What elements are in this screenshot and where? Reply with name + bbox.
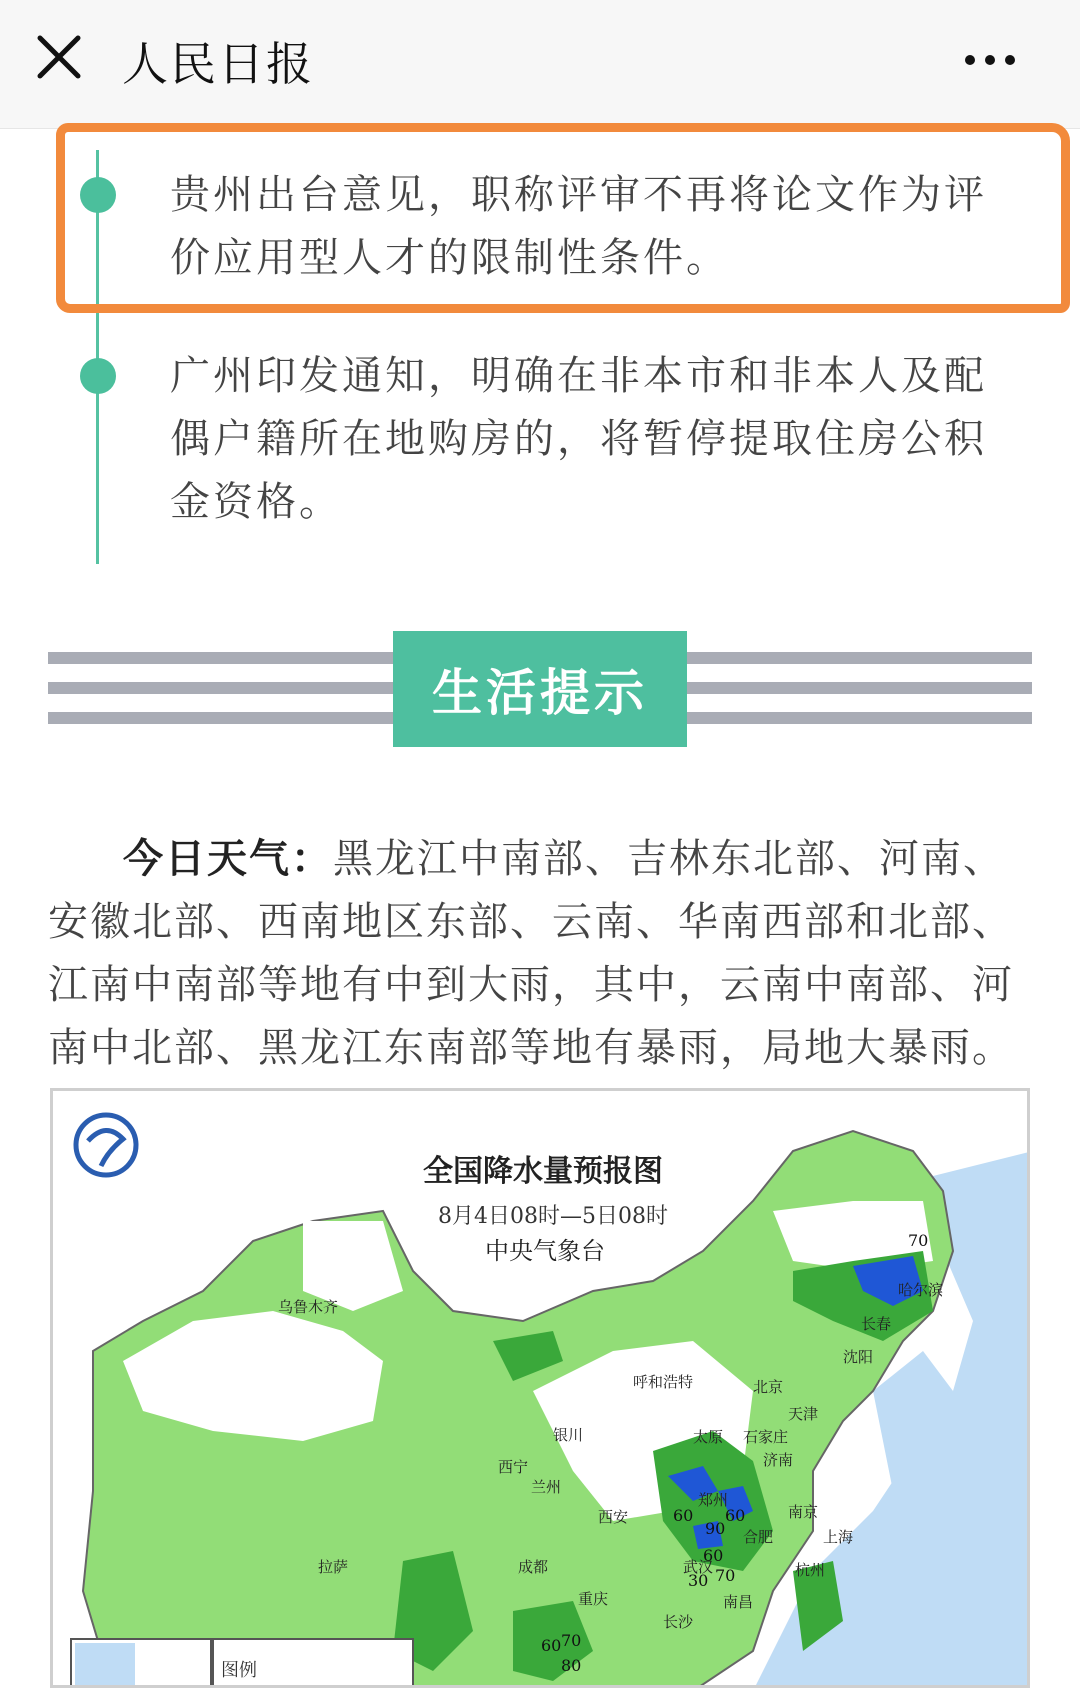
city-label: 南昌: [723, 1593, 754, 1611]
rain-value: 70: [561, 1631, 582, 1650]
city-label: 长春: [861, 1315, 892, 1333]
city-label: 天津: [788, 1405, 819, 1423]
weather-paragraph: [48, 828, 1032, 1080]
weather-label: 今日天气：: [123, 836, 333, 882]
rain-value: 60: [725, 1506, 746, 1525]
city-label: 西宁: [498, 1458, 529, 1476]
weather-text: 黑龙江中南部、吉林东北部、河南、安徽北部、西南地区东部、云南、华南西部和北部、江南中南部等地有中到大雨，其中，云南中南部、河南中北部、黑龙江东南部等地有暴雨，局地大暴雨。: [48, 836, 1014, 1071]
rain-value: 60: [541, 1636, 562, 1655]
city-label: 武汉: [683, 1558, 714, 1576]
map-legend-label: 图例: [221, 1660, 257, 1681]
rain-value: 60: [673, 1506, 694, 1525]
map-organization: 中央气象台: [485, 1237, 605, 1265]
precipitation-map: [50, 1088, 1030, 1688]
city-label: 银川: [553, 1426, 584, 1444]
city-label: 呼和浩特: [633, 1373, 694, 1391]
top-bar: [0, 0, 1080, 129]
city-label: 杭州: [795, 1561, 826, 1579]
city-label: 南京: [788, 1503, 819, 1521]
rain-value: 70: [715, 1566, 736, 1585]
rain-value: 30: [688, 1571, 709, 1590]
city-label: 沈阳: [843, 1348, 874, 1366]
news-item-1: 贵州出台意见，职称评审不再将论文作为评 价应用型人才的限制性条件。: [170, 172, 987, 281]
city-label: 太原: [693, 1428, 724, 1446]
section-title: 生活提示: [393, 631, 687, 747]
city-label: 北京: [753, 1378, 784, 1396]
city-label: 郑州: [698, 1491, 729, 1509]
rain-value: 80: [561, 1656, 582, 1675]
highlight-annotation: [56, 123, 1070, 313]
timeline-dot-2: [80, 358, 116, 394]
city-label: 成都: [518, 1558, 549, 1576]
city-label: 合肥: [743, 1528, 774, 1546]
rain-value: 60: [703, 1546, 724, 1565]
city-label: 重庆: [578, 1590, 609, 1608]
map-title: 全国降水量预报图: [423, 1154, 663, 1189]
rain-value: 70: [908, 1231, 929, 1250]
city-label: 兰州: [531, 1478, 562, 1496]
map-date-range: 8月4日08时—5日08时: [438, 1204, 668, 1229]
city-label: 哈尔滨: [898, 1281, 944, 1299]
close-icon: [28, 26, 98, 96]
close-button[interactable]: [28, 26, 98, 96]
city-label: 西安: [598, 1508, 629, 1526]
city-label: 济南: [763, 1451, 794, 1469]
news-item-2: 广州印发通知，明确在非本市和非本人及配 偶户籍所在地购房的，将暂停提取住房公积 金资格。: [170, 353, 987, 525]
city-label: 石家庄: [743, 1428, 789, 1446]
more-options-button[interactable]: [960, 38, 1040, 82]
city-label: 上海: [823, 1528, 854, 1546]
city-label: 拉萨: [318, 1558, 349, 1576]
city-label: 乌鲁木齐: [278, 1298, 339, 1316]
rain-value: 90: [705, 1519, 726, 1538]
page-title: 人民日报: [122, 37, 314, 91]
more-dots-icon: [965, 55, 975, 65]
city-label: 长沙: [663, 1613, 694, 1631]
